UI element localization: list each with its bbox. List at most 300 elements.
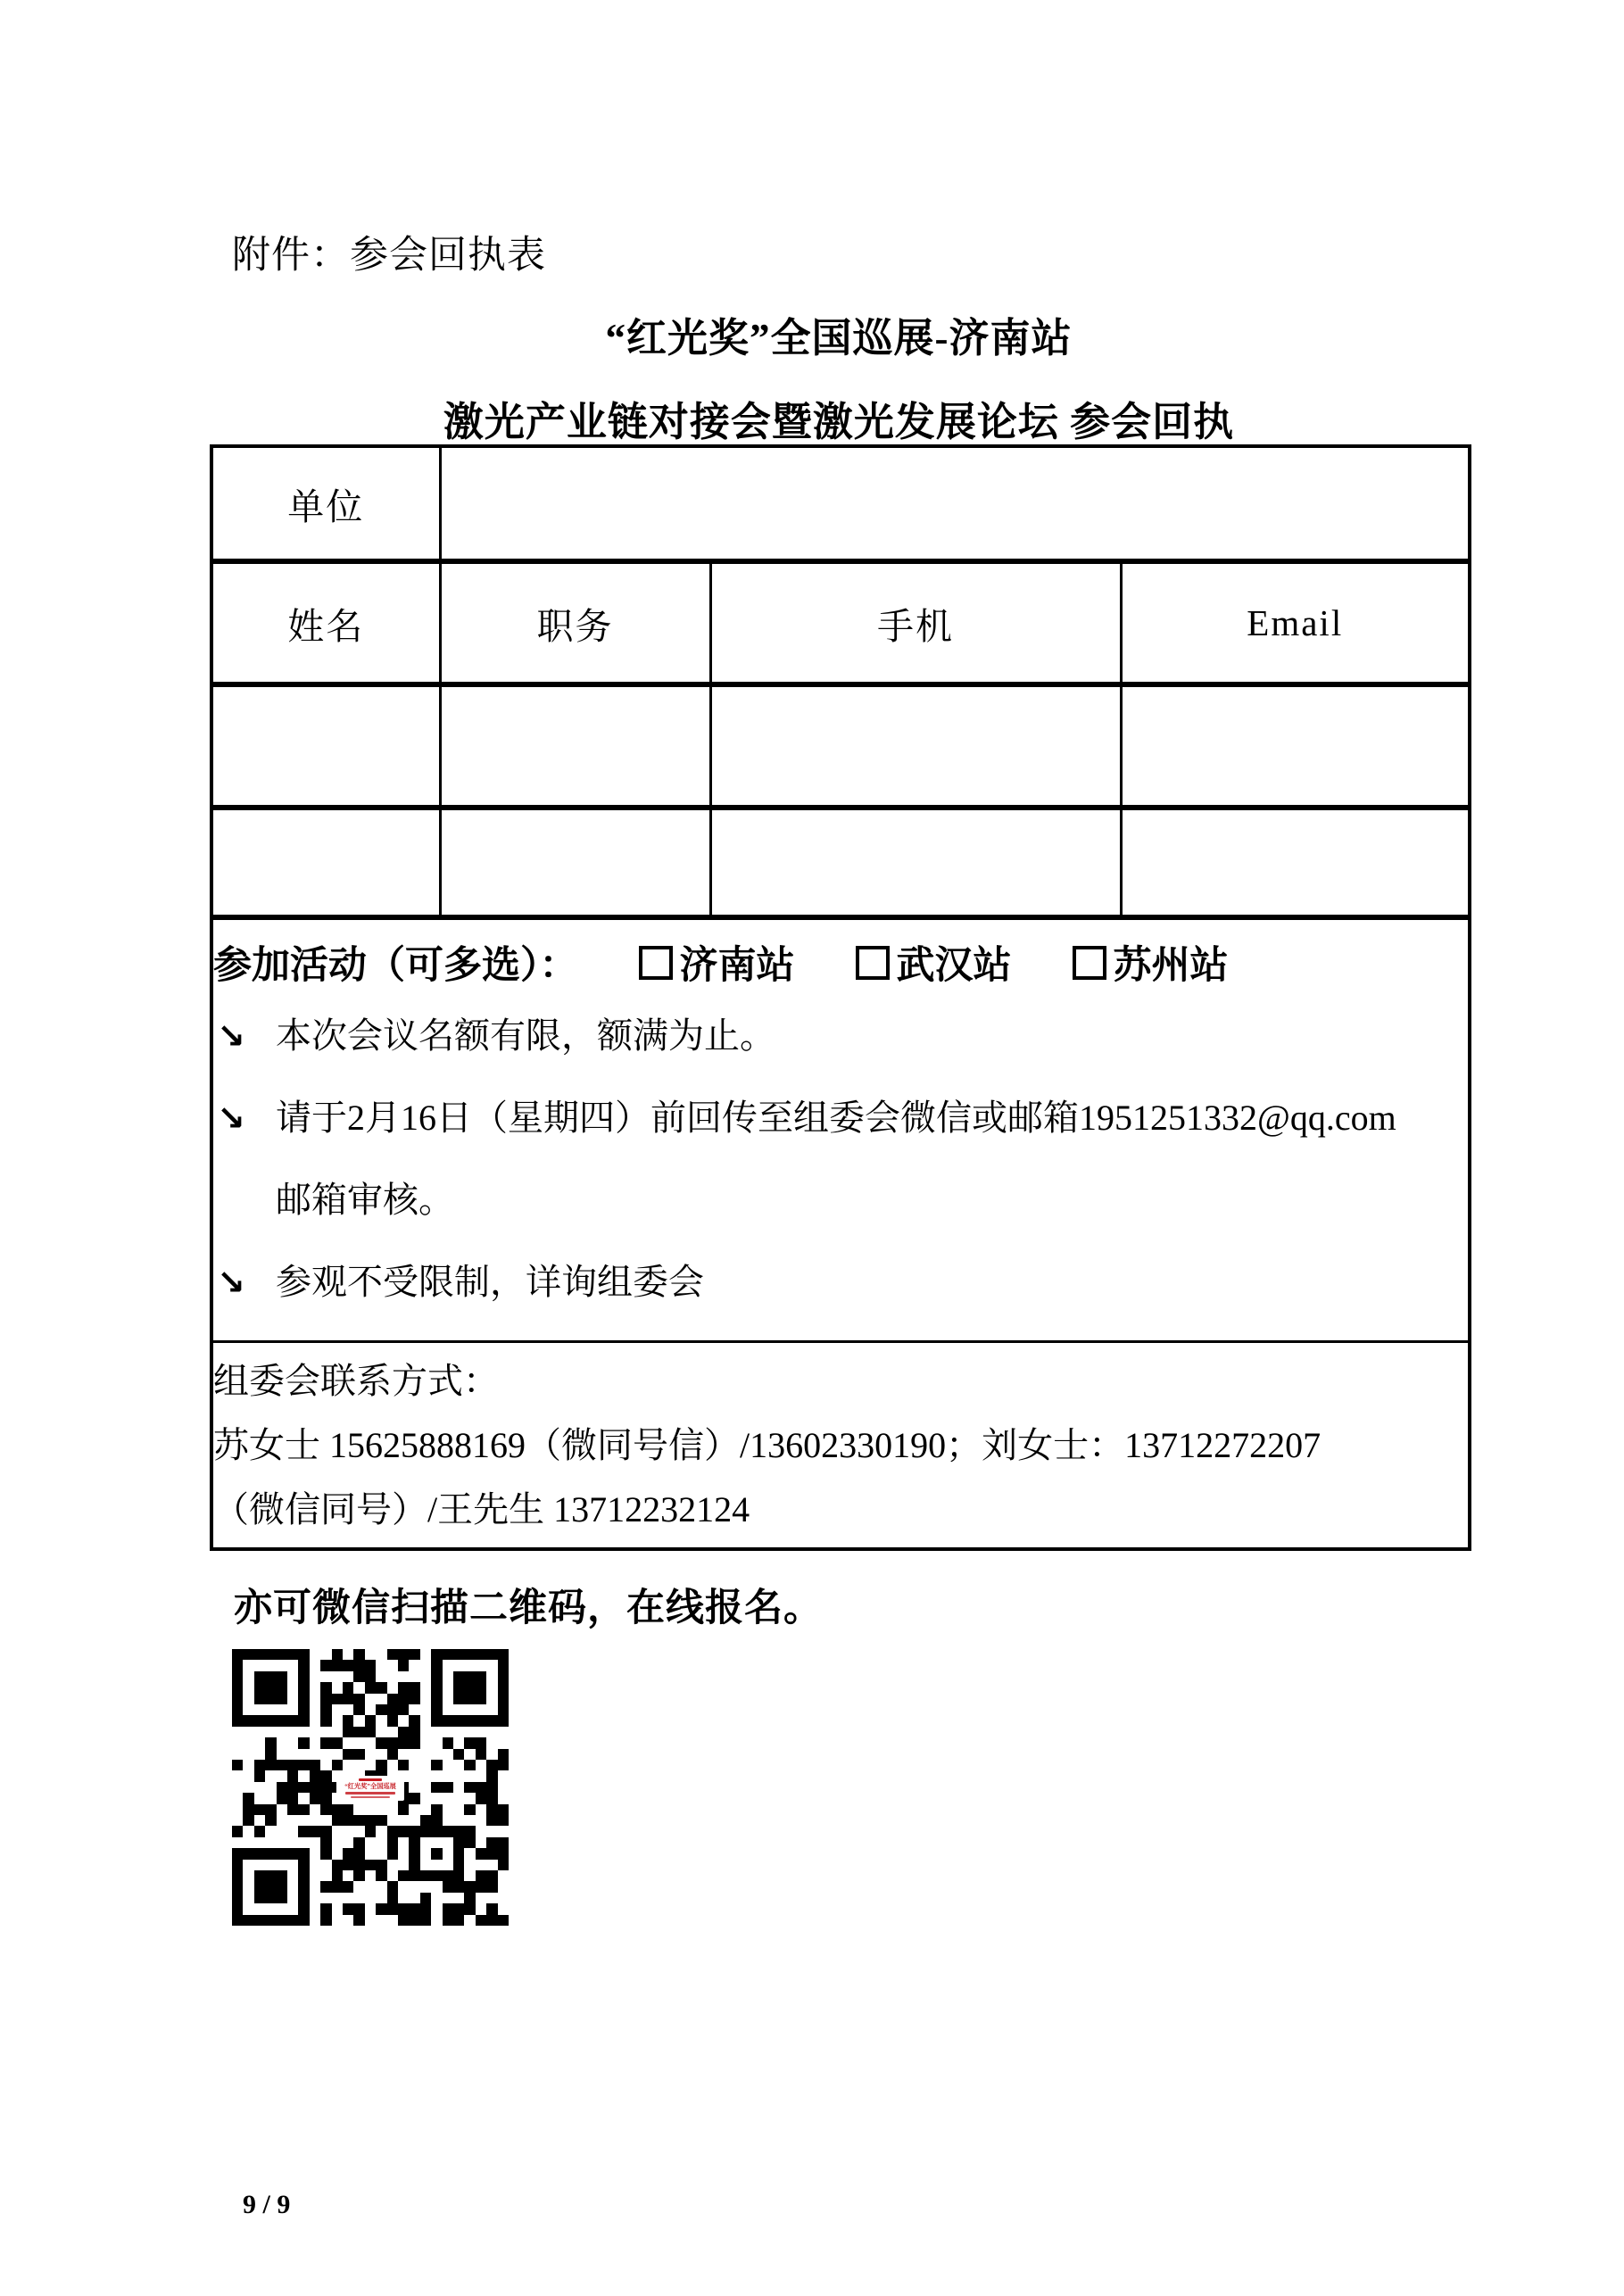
qr-module [287,1694,298,1704]
note-text [276,1077,1468,1241]
qr-module [287,1870,298,1881]
qr-module [365,1826,376,1836]
qr-module [353,1848,364,1859]
qr-module [365,1870,376,1881]
contact-cell [211,1342,1470,1550]
qr-module [232,1660,243,1670]
qr-module [320,1837,331,1848]
qr-module [254,1860,265,1870]
qr-module [431,1893,442,1903]
qr-module [387,1649,398,1660]
qr-module [376,1804,386,1815]
qr-module [398,1715,409,1726]
qr-module [498,1760,509,1770]
qr-module [298,1870,309,1881]
qr-module [254,1870,265,1881]
qr-module [365,1860,376,1870]
qr-module [232,1903,243,1914]
qr-module [443,1770,453,1781]
qr-module [277,1749,287,1760]
qr-module [254,1826,265,1836]
qr-module [498,1770,509,1781]
qr-module [232,1649,243,1660]
attendee2-name-cell [211,808,440,917]
qr-module [320,1860,331,1870]
qr-module [387,1804,398,1815]
qr-module [387,1860,398,1870]
qr-module [232,1915,243,1926]
qr-module [277,1770,287,1781]
qr-module [486,1881,497,1892]
qr-module [353,1804,364,1815]
qr-module [464,1770,475,1781]
qr-module [398,1826,409,1836]
qr-module [320,1704,331,1715]
qr-module [476,1737,486,1748]
qr-center-logo [336,1776,404,1801]
qr-module [298,1749,309,1760]
qr-module [232,1815,243,1826]
qr-module [420,1760,431,1770]
qr-module [332,1694,343,1704]
activity-choices-line [213,938,1468,995]
qr-module [498,1793,509,1803]
qr-module [420,1704,431,1715]
qr-module [243,1704,253,1715]
qr-module [254,1704,265,1715]
qr-module [287,1793,298,1803]
qr-module [431,1881,442,1892]
qr-module [298,1694,309,1704]
qr-module [365,1815,376,1826]
qr-module [353,1704,364,1715]
qr-module [431,1870,442,1881]
qr-module [464,1915,475,1926]
qr-module [431,1682,442,1693]
qr-module [298,1903,309,1914]
qr-module [376,1837,386,1848]
qr-module [409,1694,419,1704]
qr-module [343,1870,353,1881]
qr-module [254,1770,265,1781]
qr-module [353,1815,364,1826]
qr-module [254,1848,265,1859]
qr-module [298,1893,309,1903]
qr-module [343,1727,353,1737]
qr-module [398,1660,409,1670]
qr-module [254,1915,265,1926]
qr-module [486,1682,497,1693]
qr-module [420,1770,431,1781]
qr-module [420,1815,431,1826]
qr-module [287,1815,298,1826]
qr-module [243,1815,253,1826]
qr-module [387,1815,398,1826]
qr-module [232,1826,243,1836]
qr-module [453,1915,464,1926]
qr-module [420,1649,431,1660]
qr-module [287,1826,298,1836]
qr-module [343,1737,353,1748]
unit-label-cell: 单位 [211,446,440,561]
qr-module [343,1915,353,1926]
qr-module [464,1793,475,1803]
qr-module [431,1727,442,1737]
qr-module [398,1815,409,1826]
qr-module [310,1848,320,1859]
qr-module [287,1903,298,1914]
qr-module [320,1804,331,1815]
qr-module [332,1837,343,1848]
qr-module [409,1715,419,1726]
qr-module [254,1782,265,1793]
qr-module [277,1848,287,1859]
qr-module [376,1715,386,1726]
qr-module [453,1848,464,1859]
option-label-suzhou: 苏州站 [1113,944,1229,987]
qr-module [343,1815,353,1826]
qr-module [243,1881,253,1892]
qr-module [298,1671,309,1682]
qr-module [476,1793,486,1803]
checkbox-option-jinan [639,945,795,987]
qr-module [254,1649,265,1660]
qr-module [265,1870,276,1881]
qr-module [498,1837,509,1848]
qr-module [287,1848,298,1859]
qr-module [243,1671,253,1682]
qr-module [498,1860,509,1870]
qr-module [464,1760,475,1770]
qr-module [320,1903,331,1914]
qr-module [498,1782,509,1793]
attendee2-email-cell [1121,808,1470,917]
qr-module [464,1881,475,1892]
qr-module [398,1704,409,1715]
qr-module [453,1782,464,1793]
qr-module [298,1782,309,1793]
qr-module [443,1903,453,1914]
qr-module [310,1682,320,1693]
qr-module [398,1727,409,1737]
qr-module [453,1660,464,1670]
qr-module [376,1737,386,1748]
qr-module [443,1760,453,1770]
qr-module [298,1804,309,1815]
qr-module [332,1660,343,1670]
qr-module [310,1737,320,1748]
qr-module [265,1881,276,1892]
qr-module [486,1715,497,1726]
qr-module [332,1915,343,1926]
qr-module [365,1704,376,1715]
qr-module [232,1881,243,1892]
qr-module [453,1727,464,1737]
qr-module [365,1660,376,1670]
qr-module [277,1660,287,1670]
qr-module [443,1727,453,1737]
qr-module [277,1682,287,1693]
qr-module [265,1671,276,1682]
qr-module [420,1682,431,1693]
qr-module [486,1826,497,1836]
qr-module [476,1903,486,1914]
qr-logo-line [351,1796,390,1798]
qr-module [243,1660,253,1670]
qr-module [332,1671,343,1682]
qr-module [343,1760,353,1770]
qr-module [431,1749,442,1760]
qr-module [310,1915,320,1926]
checkbox-icon [639,946,673,980]
reply-form-table [210,444,1471,1551]
qr-module [431,1782,442,1793]
qr-module [320,1782,331,1793]
qr-module [277,1704,287,1715]
qr-module [409,1826,419,1836]
qr-module [486,1694,497,1704]
qr-module [476,1660,486,1670]
attendee-row-1 [211,684,1470,808]
qr-module [409,1837,419,1848]
qr-module [265,1660,276,1670]
qr-module [287,1837,298,1848]
qr-module [353,1727,364,1737]
qr-module [409,1881,419,1892]
qr-module [365,1694,376,1704]
qr-module [277,1837,287,1848]
qr-module [298,1760,309,1770]
qr-module [365,1737,376,1748]
qr-module [486,1649,497,1660]
qr-module [232,1870,243,1881]
qr-module [365,1837,376,1848]
qr-module [431,1760,442,1770]
qr-module [376,1860,386,1870]
qr-module [398,1760,409,1770]
qr-module [298,1715,309,1726]
qr-module [443,1694,453,1704]
qr-module [398,1881,409,1892]
qr-module [232,1770,243,1781]
qr-module [287,1660,298,1670]
qr-module [320,1893,331,1903]
qr-module [243,1749,253,1760]
qr-module [232,1727,243,1737]
qr-module [398,1893,409,1903]
qr-module [232,1860,243,1870]
qr-module [243,1782,253,1793]
qr-module [310,1649,320,1660]
qr-module [453,1870,464,1881]
qr-module [409,1915,419,1926]
qr-module [353,1893,364,1903]
qr-module [332,1881,343,1892]
qr-module [243,1915,253,1926]
qr-module [387,1682,398,1693]
qr-module [298,1770,309,1781]
qr-module [365,1671,376,1682]
qr-module [365,1649,376,1660]
qr-module [243,1760,253,1770]
qr-module [453,1903,464,1914]
qr-module [232,1671,243,1682]
qr-module [453,1860,464,1870]
qr-module [254,1760,265,1770]
qr-module [387,1715,398,1726]
qr-module [443,1649,453,1660]
qr-module [298,1793,309,1803]
qr-module [332,1903,343,1914]
qr-module [265,1727,276,1737]
qr-module [498,1715,509,1726]
unit-row [211,446,1470,561]
qr-module [287,1715,298,1726]
qr-module [398,1915,409,1926]
document-title-line1: “红光奖”全国巡展-济南站 [605,316,1073,361]
qr-module [498,1660,509,1670]
qr-module [320,1870,331,1881]
qr-module [409,1848,419,1859]
qr-module [320,1881,331,1892]
qr-module [486,1893,497,1903]
note-text-line2: 邮箱审核。 [276,1179,454,1220]
qr-module [486,1903,497,1914]
qr-module [353,1903,364,1914]
qr-module [464,1749,475,1760]
qr-module [310,1826,320,1836]
qr-module [464,1804,475,1815]
qr-module [298,1826,309,1836]
qr-module [265,1903,276,1914]
qr-module [486,1737,497,1748]
qr-module [310,1815,320,1826]
qr-logo-mark [359,1778,382,1781]
qr-module [376,1749,386,1760]
qr-module [443,1815,453,1826]
qr-module [464,1837,475,1848]
qr-module [287,1782,298,1793]
option-label-jinan: 济南站 [679,944,795,987]
note-text-line1: 请于2月16日（星期四）前回传至组委会微信或邮箱1951251332@qq.com [276,1097,1396,1138]
arrow-bullet-icon: ↘ [217,1098,245,1138]
activity-row [211,917,1470,1342]
qr-module [343,1694,353,1704]
qr-module [310,1749,320,1760]
qr-module [254,1749,265,1760]
qr-module [443,1682,453,1693]
qr-module [431,1660,442,1670]
qr-module [232,1848,243,1859]
qr-module [453,1704,464,1715]
qr-module [332,1737,343,1748]
qr-module [232,1837,243,1848]
qr-module [398,1737,409,1748]
qr-module [464,1704,475,1715]
qr-module [443,1893,453,1903]
qr-module [387,1893,398,1903]
qr-module [453,1893,464,1903]
qr-module [420,1727,431,1737]
qr-module [476,1782,486,1793]
qr-module [443,1881,453,1892]
qr-module [320,1671,331,1682]
qr-module [265,1715,276,1726]
qr-module [387,1727,398,1737]
qr-module [486,1815,497,1826]
qr-module [409,1782,419,1793]
qr-module [343,1682,353,1693]
qr-module [476,1749,486,1760]
contact-line-2: （微信同号）/王先生 13712232124 [213,1488,750,1529]
attachment-note: 附件：参会回执表 [232,235,546,277]
qr-module [254,1660,265,1670]
qr-module [332,1704,343,1715]
qr-module [443,1860,453,1870]
qr-module [365,1881,376,1892]
qr-module [277,1881,287,1892]
qr-module [265,1704,276,1715]
qr-module [310,1881,320,1892]
qr-module [298,1649,309,1660]
qr-module [453,1715,464,1726]
qr-module [343,1837,353,1848]
unit-value-cell [440,446,1470,561]
qr-module [265,1649,276,1660]
qr-module [420,1860,431,1870]
qr-module [254,1903,265,1914]
qr-module [376,1848,386,1859]
qr-module [387,1903,398,1914]
qr-module [365,1804,376,1815]
qr-module [409,1682,419,1693]
qr-module [320,1793,331,1803]
qr-module [420,1903,431,1914]
qr-module [310,1727,320,1737]
qr-module [398,1860,409,1870]
qr-module [332,1815,343,1826]
qr-module [277,1727,287,1737]
qr-module [287,1649,298,1660]
qr-module [343,1715,353,1726]
note-item-3 [213,1241,1468,1323]
qr-module [420,1671,431,1682]
qr-module [310,1760,320,1770]
qr-module [277,1671,287,1682]
qr-module [476,1870,486,1881]
qr-module [431,1815,442,1826]
qr-module [464,1870,475,1881]
qr-module [431,1804,442,1815]
qr-module [353,1870,364,1881]
qr-module [254,1893,265,1903]
qr-module [453,1793,464,1803]
qr-module [320,1694,331,1704]
qr-module [365,1760,376,1770]
qr-module [486,1793,497,1803]
qr-module [376,1704,386,1715]
qr-module [398,1682,409,1693]
page-number: 9 / 9 [243,2190,291,2219]
qr-module [431,1860,442,1870]
qr-module [298,1815,309,1826]
qr-module [476,1881,486,1892]
qr-module [343,1903,353,1914]
qr-module [277,1815,287,1826]
qr-module [232,1704,243,1715]
qr-module [243,1694,253,1704]
qr-module [343,1848,353,1859]
